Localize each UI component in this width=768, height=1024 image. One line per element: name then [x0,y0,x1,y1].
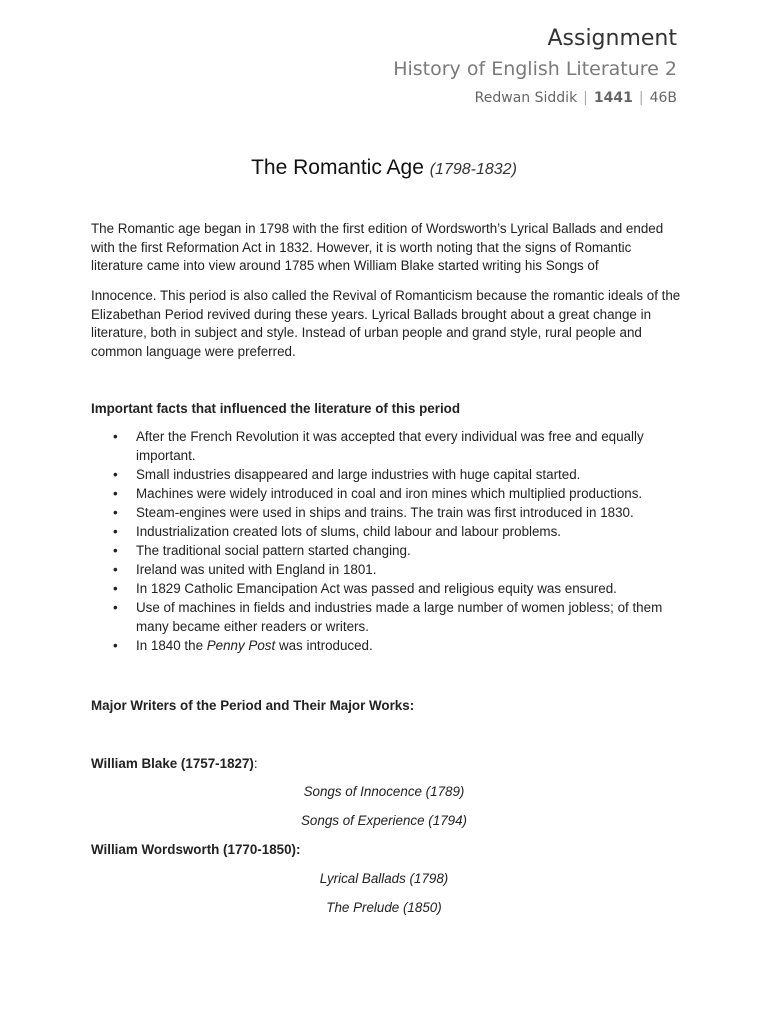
period-paragraph: Innocence. This period is also called the Revival of Romanticism because the romantic ideals of the Elizabethan Period revived during these years. Lyrical Ballads brought about a great change in literature, both in subject and style. Instead of urban people and grand style, rural people and common language were preferred. [91,288,681,359]
assignment-title: Assignment [547,26,677,51]
writer-name-text: William Blake (1757-1827) [91,756,254,771]
list-item: • In 1829 Catholic Emancipation Act was passed and religious equity was ensured. [91,580,681,599]
writer-name [91,841,300,859]
student-info [393,87,677,109]
list-item: • Small industries disappeared and large industries with huge capital started. [91,466,681,485]
section: 46B [649,90,677,106]
intro-paragraph: The Romantic age began in 1798 with the first edition of Wordsworth’s Lyrical Ballads and ended with the first Reformation Act in 1832. However, it is worth noting that the signs of Romantic literature came into view around 1785 when William Blake started writing his Songs of [91,221,664,274]
writer-name-text: William Wordsworth (1770-1850): [91,842,301,857]
list-item: • After the French Revolution it was accepted that every individual was free and equally important. [91,428,681,465]
page-title [0,153,768,185]
title-dates: (1798-1832) [429,161,517,178]
writer-name [91,755,258,773]
list-item: • Ireland was united with England in 1801. [91,561,681,580]
fact-text: was introduced. [275,638,373,654]
work-title: Songs of Innocence (1789) [303,784,465,799]
list-item: • Steam-engines were used in ships and trains. The train was first introduced in 1830. [91,504,681,523]
list-item: • Machines were widely introduced in coal and iron mines which multiplied productions. [91,485,681,504]
student-name: Redwan Siddik [474,90,578,106]
document-header [393,24,677,109]
work-title: Songs of Experience (1794) [301,813,467,828]
work-title: The Prelude (1850) [326,900,442,915]
writers-heading: Major Writers of the Period and Their Major Works: [91,698,415,713]
separator: | [583,90,588,106]
writer-colon: : [253,756,258,771]
fact-text: In 1840 the [136,638,207,654]
separator: | [638,90,644,106]
work-title: Lyrical Ballads (1798) [319,871,449,886]
facts-heading: Important facts that influenced the literature of this period [91,401,461,416]
list-item: • The traditional social pattern started changing. [91,542,681,561]
list-item: • Industrialization created lots of slums, child labour and labour problems. [91,523,681,542]
list-item: • Use of machines in fields and industries made a large number of women jobless; of them many became either readers or writers. [91,599,681,636]
fact-emphasis: Penny Post [206,638,276,654]
title-text: The Romantic Age [251,156,424,179]
student-id: 1441 [593,90,633,106]
list-item [91,637,681,656]
facts-list [91,428,681,656]
course-name: History of English Literature 2 [393,58,677,80]
